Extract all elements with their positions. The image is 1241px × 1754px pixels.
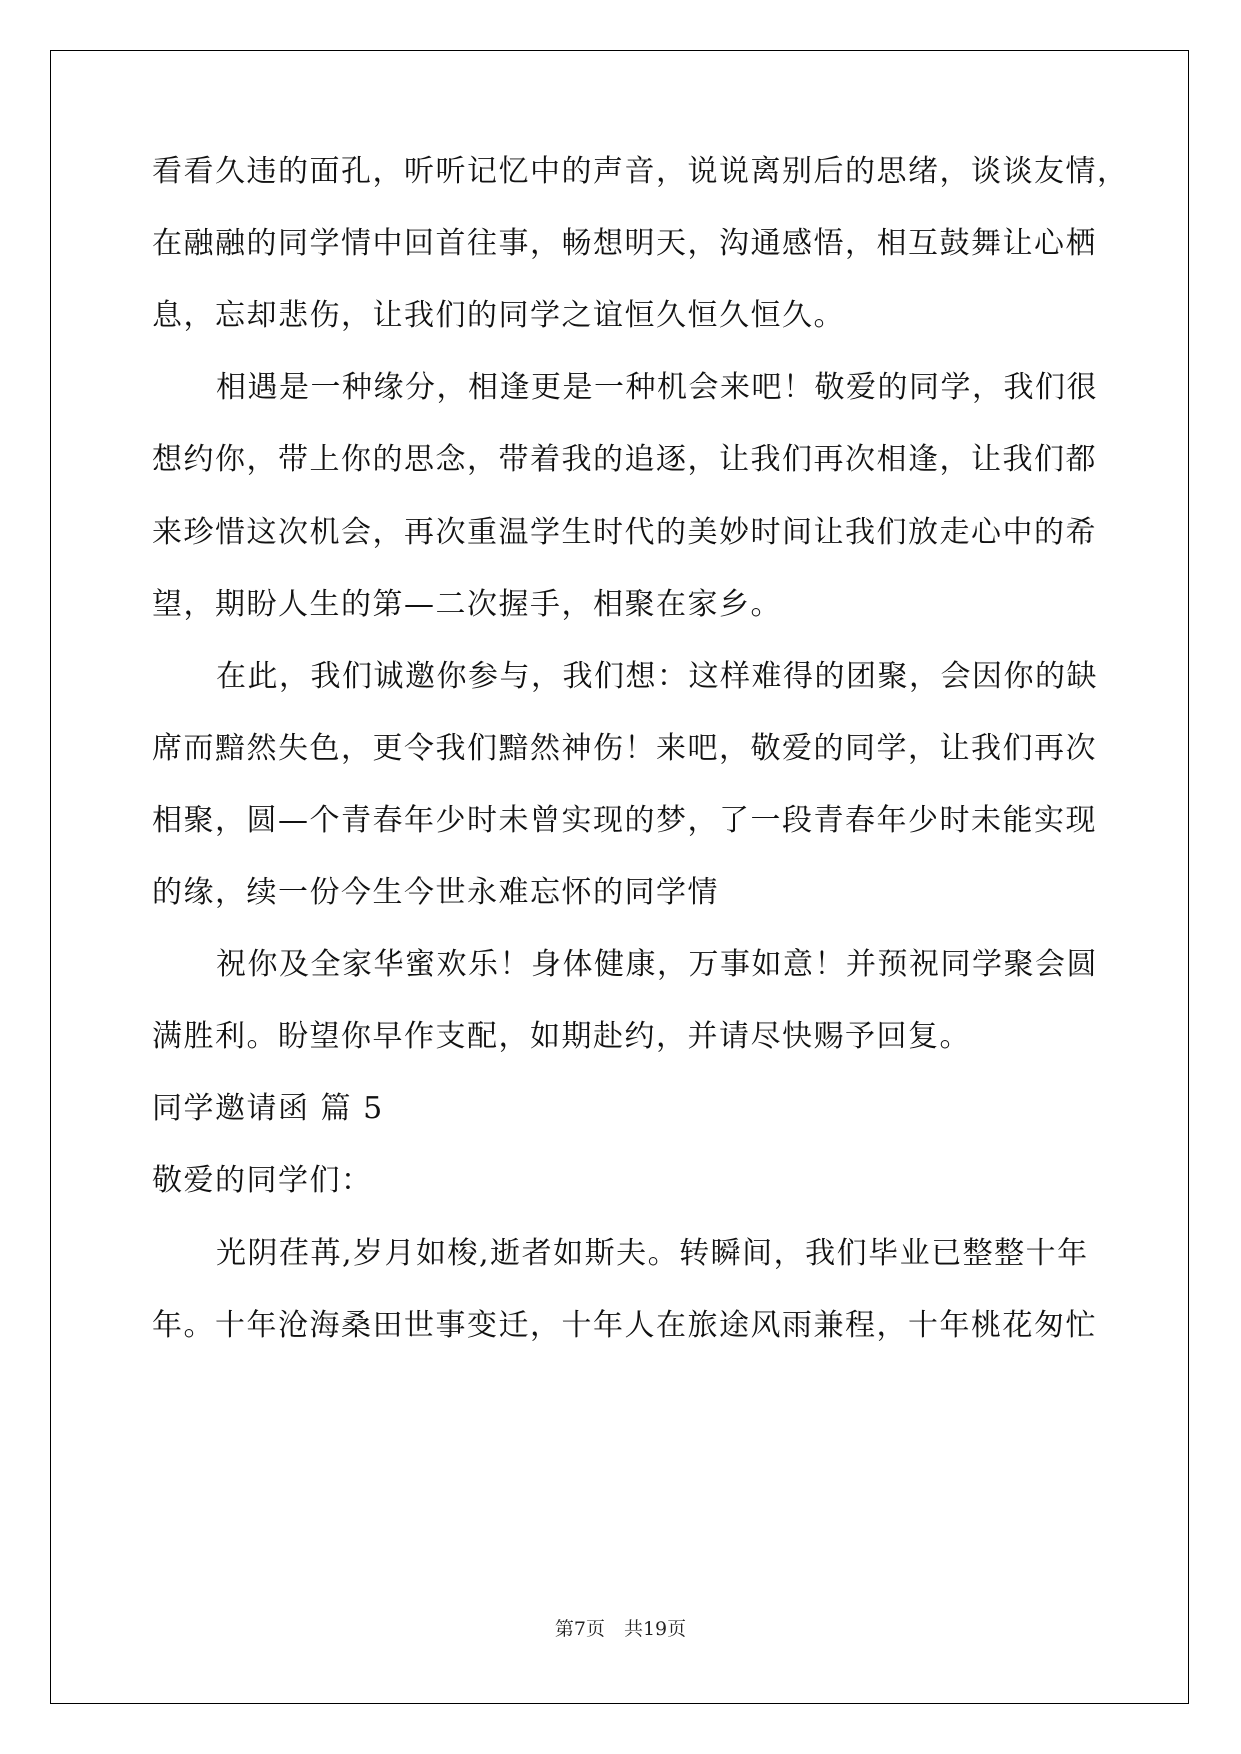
text-line: 的缘，续一份今生今世永难忘怀的同学情 bbox=[152, 875, 719, 910]
paragraph-start-line: 相遇是一种缘分，相逢更是一种机会来吧！敬爱的同学，我们很 bbox=[216, 370, 1098, 405]
text-line: 相聚，圆—个青春年少时未曾实现的梦，了一段青春年少时未能实现 bbox=[152, 803, 1097, 838]
paragraph-start-line: 光阴荏苒,岁月如梭,逝者如斯夫。转瞬间，我们毕业已整整十年 bbox=[216, 1236, 1089, 1271]
text-line: 来珍惜这次机会，再次重温学生时代的美妙时间让我们放走心中的希 bbox=[152, 515, 1097, 550]
paragraph-start-line: 祝你及全家华蜜欢乐！身体健康，万事如意！并预祝同学聚会圆 bbox=[216, 947, 1098, 982]
text-line: 看看久违的面孔，听听记忆中的声音，说说离别后的思绪，谈谈友情， bbox=[152, 154, 1129, 189]
text-line: 年。十年沧海桑田世事变迁，十年人在旅途风雨兼程，十年桃花匆忙 bbox=[152, 1308, 1097, 1343]
text-line: 望，期盼人生的第—二次握手，相聚在家乡。 bbox=[152, 587, 782, 622]
text-line: 息，忘却悲伤，让我们的同学之谊恒久恒久恒久。 bbox=[152, 298, 845, 333]
section-heading: 同学邀请函 篇 5 bbox=[152, 1091, 384, 1126]
salutation: 敬爱的同学们： bbox=[152, 1163, 373, 1198]
paragraph-start-line: 在此，我们诚邀你参与，我们想：这样难得的团聚，会因你的缺 bbox=[216, 659, 1098, 694]
text-line: 满胜利。盼望你早作支配，如期赴约，并请尽快赐予回复。 bbox=[152, 1019, 971, 1054]
text-line: 想约你，带上你的思念，带着我的追逐，让我们再次相逢，让我们都 bbox=[152, 442, 1097, 477]
text-line: 席而黯然失色，更令我们黯然神伤！来吧，敬爱的同学，让我们再次 bbox=[152, 731, 1097, 766]
page-number-footer: 第7页 共19页 bbox=[554, 1618, 687, 1640]
text-line: 在融融的同学情中回首往事，畅想明天，沟通感悟，相互鼓舞让心栖 bbox=[152, 226, 1097, 261]
